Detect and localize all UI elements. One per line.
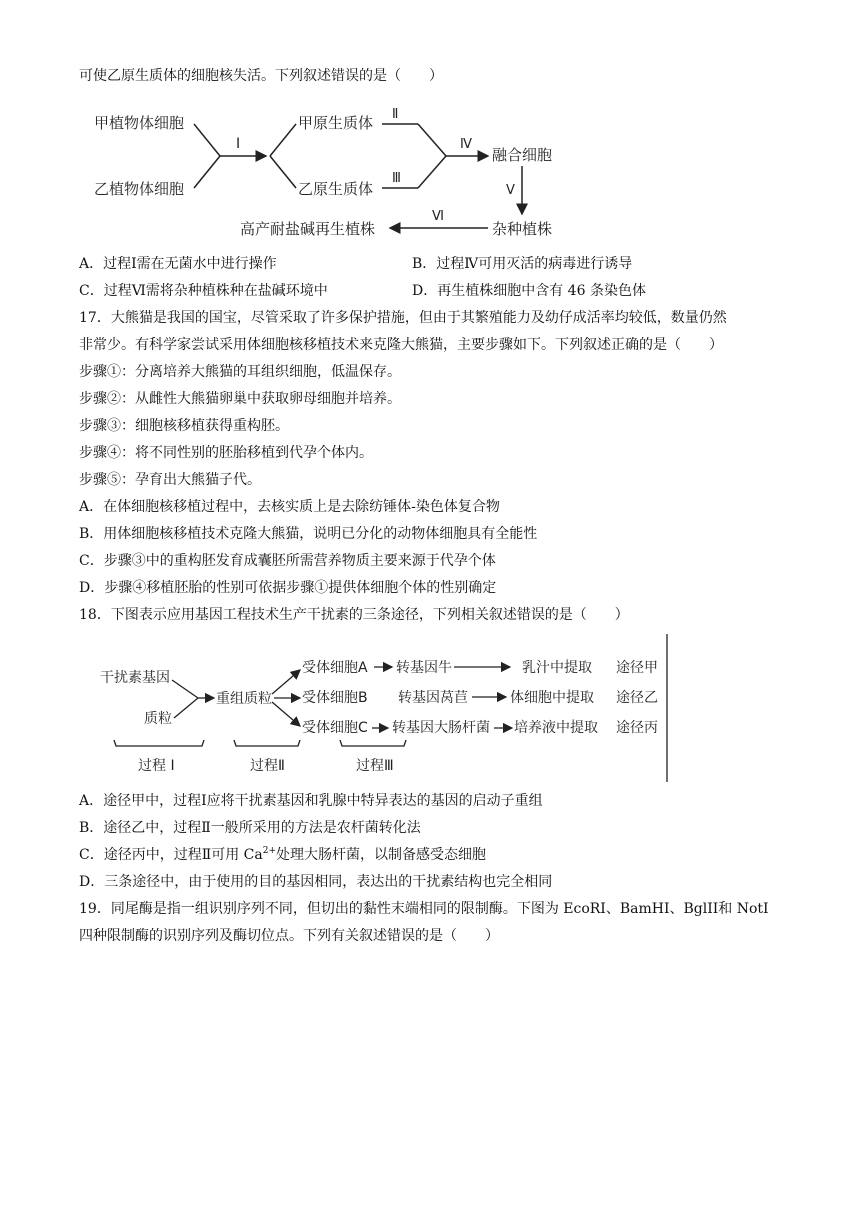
host-c-label: 受体细胞C [302, 720, 368, 736]
q17-stem-line2: 非常少。有科学家尝试采用体细胞核移植技术来克隆大熊猫，主要步骤如下。下列叙述正确的是（ ） [79, 337, 723, 353]
q16-fusion-diagram [90, 104, 570, 244]
q17-step-1: 步骤①：分离培养大熊猫的耳组织细胞，低温保存。 [79, 364, 401, 380]
plant-a-label: 甲植物体细胞 [94, 114, 185, 132]
trans-c-label: 转基因大肠杆菌 [392, 720, 490, 736]
branch-arrow-a [272, 670, 300, 694]
step4-label: Ⅳ [460, 137, 472, 152]
q18-option-c-pre: C．途径丙中，过程Ⅱ可用 Ca [79, 847, 263, 863]
step2-label: Ⅱ [392, 107, 399, 122]
q18-option-c-post: 处理大肠杆菌，以制备感受态细胞 [276, 847, 487, 863]
q16-intro: 可使乙原生质体的细胞核失活。下列叙述错误的是（ ） [79, 68, 443, 84]
plasmid-line [174, 698, 198, 718]
q18-option-b: B．途径乙中，过程Ⅱ一般所采用的方法是农杆菌转化法 [79, 820, 421, 836]
q18-pathway-diagram [94, 632, 674, 782]
split-line-b [270, 156, 296, 188]
step3-label: Ⅲ [392, 171, 401, 186]
extract-a-label: 乳汁中提取 [522, 660, 592, 676]
join-line-b [418, 156, 446, 188]
q17-step-4: 步骤④：将不同性别的胚胎移植到代孕个体内。 [79, 445, 373, 461]
branch-arrow-c [272, 702, 300, 726]
proc3-label: 过程Ⅲ [356, 758, 394, 774]
plant-b-label: 乙植物体细胞 [94, 180, 185, 198]
q17-option-a: A．在体细胞核移植过程中，去核实质上是去除纺锤体-染色体复合物 [79, 499, 500, 515]
q17-option-b: B．用体细胞核移植技术克隆大熊猫，说明已分化的动物体细胞具有全能性 [79, 526, 538, 542]
step5-label: Ⅴ [506, 183, 515, 198]
q16-option-c: C．过程Ⅵ需将杂种植株种在盐碱环境中 [79, 283, 328, 299]
q17-step-2: 步骤②：从雌性大熊猫卵巢中获取卵母细胞并培养。 [79, 391, 401, 407]
q16-option-b: B．过程Ⅳ可用灭活的病毒进行诱导 [412, 256, 633, 272]
recomb-label: 重组质粒 [216, 691, 272, 707]
step1-label: Ⅰ [236, 136, 241, 152]
q18-stem: 18．下图表示应用基因工程技术生产干扰素的三条途径，下列相关叙述错误的是（ ） [79, 607, 629, 623]
result-label: 高产耐盐碱再生植株 [240, 220, 376, 238]
q18-option-c [79, 845, 486, 865]
q19-stem-line1: 19．同尾酶是指一组识别序列不同，但切出的黏性末端相同的限制酶。下图为 EcoRI、BamHI、BglII和 NotI [79, 901, 769, 917]
q18-option-c-sup: 2+ [262, 846, 277, 856]
q18-option-a: A．途径甲中，过程Ⅰ应将干扰素基因和乳腺中特异表达的基因的启动子重组 [79, 793, 543, 809]
host-a-label: 受体细胞A [302, 660, 368, 676]
proc1-brace [114, 740, 204, 746]
join-line-a [418, 124, 446, 156]
proc1-label: 过程 I [138, 758, 175, 774]
proc3-brace [340, 740, 406, 746]
gene-label: 干扰素基因 [100, 670, 170, 686]
proc2-brace [234, 740, 300, 746]
q18-option-d: D．三条途径中，由于使用的目的基因相同，表达出的干扰素结构也完全相同 [79, 874, 553, 890]
proto-a-label: 甲原生质体 [298, 114, 374, 132]
q16-option-d: D．再生植株细胞中含有 46 条染色体 [412, 283, 646, 299]
proc2-label: 过程Ⅱ [250, 758, 285, 774]
q17-step-3: 步骤③：细胞核移植获得重构胚。 [79, 418, 289, 434]
q17-stem-line1: 17．大熊猫是我国的国宝，尽管采取了许多保护措施，但由于其繁殖能力及幼仔成活率均较低，数量仍然 [79, 310, 727, 326]
extract-c-label: 培养液中提取 [514, 720, 598, 736]
route-c-label: 途径丙 [616, 720, 658, 736]
step6-label: Ⅵ [432, 209, 444, 224]
q16-option-a: A．过程Ⅰ需在无菌水中进行操作 [79, 256, 277, 272]
fused-label: 融合细胞 [492, 146, 553, 164]
split-line-a [270, 124, 296, 156]
merge-line-a [194, 124, 220, 156]
trans-a-label: 转基因牛 [396, 660, 452, 676]
gene-line [172, 680, 198, 698]
extract-b-label: 体细胞中提取 [510, 690, 594, 706]
route-a-label: 途径甲 [616, 660, 658, 676]
plasmid-label: 质粒 [144, 711, 172, 727]
host-b-label: 受体细胞B [302, 690, 368, 706]
proto-b-label: 乙原生质体 [298, 180, 374, 198]
hybrid-label: 杂种植株 [492, 220, 553, 238]
q17-step-5: 步骤⑤：孕育出大熊猫子代。 [79, 472, 261, 488]
q17-option-d: D．步骤④移植胚胎的性别可依据步骤①提供体细胞个体的性别确定 [79, 580, 497, 596]
q19-stem-line2: 四种限制酶的识别序列及酶切位点。下列有关叙述错误的是（ ） [79, 928, 499, 944]
q17-option-c: C．步骤③中的重构胚发育成囊胚所需营养物质主要来源于代孕个体 [79, 553, 496, 569]
route-b-label: 途径乙 [616, 690, 658, 706]
trans-b-label: 转基因莴苣 [398, 690, 468, 706]
merge-line-b [194, 156, 220, 188]
